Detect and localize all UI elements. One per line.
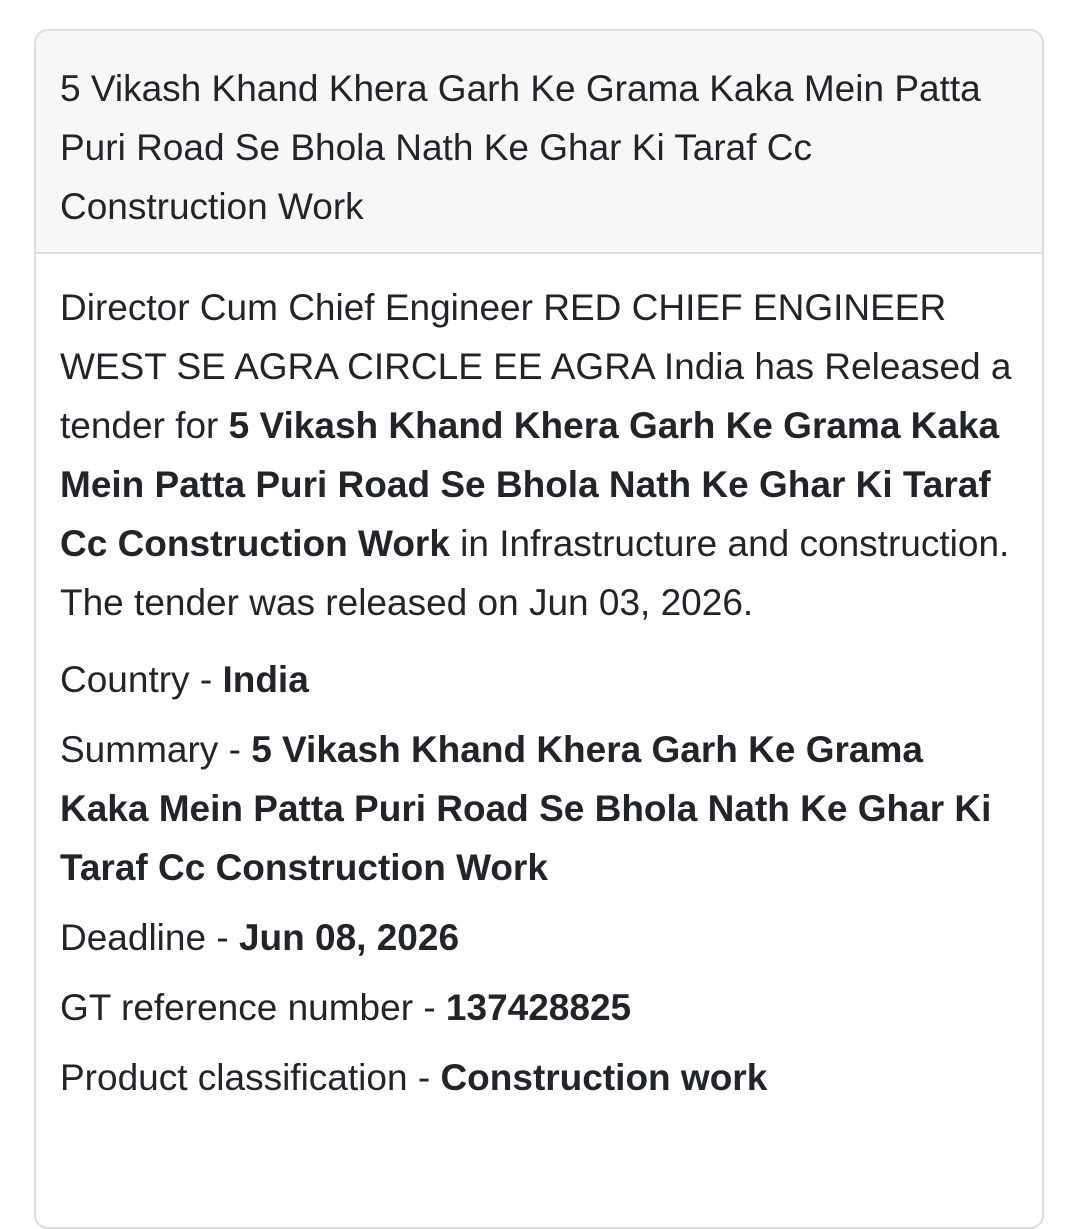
reference-field	[60, 978, 1020, 1037]
summary-label: Summary -	[60, 729, 252, 770]
tender-description	[60, 278, 1020, 632]
tender-card-header	[36, 31, 1042, 254]
reference-label: GT reference number -	[60, 987, 446, 1028]
summary-field	[60, 720, 1020, 897]
deadline-field	[60, 908, 1020, 967]
classification-value: Construction work	[440, 1057, 768, 1098]
tender-title: 5 Vikash Khand Khera Garh Ke Grama Kaka Mein Patta Puri Road Se Bhola Nath Ke Ghar Ki Taraf Cc Construction Work	[60, 68, 981, 227]
classification-label: Product classification -	[60, 1057, 441, 1098]
sector-text: in Infrastructure and construction. The tender was released on Jun 03, 2026.	[60, 523, 1010, 623]
reference-value: 137428825	[445, 987, 632, 1028]
deadline-value: Jun 08, 2026	[238, 917, 460, 958]
country-value: India	[222, 659, 309, 700]
tender-card-body	[36, 254, 1042, 1107]
tender-card	[34, 29, 1044, 1229]
deadline-label: Deadline -	[60, 917, 239, 958]
released-text: has Released a tender for	[60, 346, 1012, 446]
country-field	[60, 650, 1020, 709]
classification-field	[60, 1048, 1020, 1107]
summary-value: 5 Vikash Khand Khera Garh Ke Grama Kaka Mein Patta Puri Road Se Bhola Nath Ke Ghar Ki Taraf Cc Construction Work	[60, 729, 992, 888]
issuer-name: Director Cum Chief Engineer RED CHIEF ENGINEER WEST SE AGRA CIRCLE EE AGRA India	[60, 287, 947, 387]
tender-title-inline: 5 Vikash Khand Khera Garh Ke Grama Kaka Mein Patta Puri Road Se Bhola Nath Ke Ghar Ki Taraf Cc Construction Work	[60, 405, 1000, 564]
country-label: Country -	[60, 659, 223, 700]
